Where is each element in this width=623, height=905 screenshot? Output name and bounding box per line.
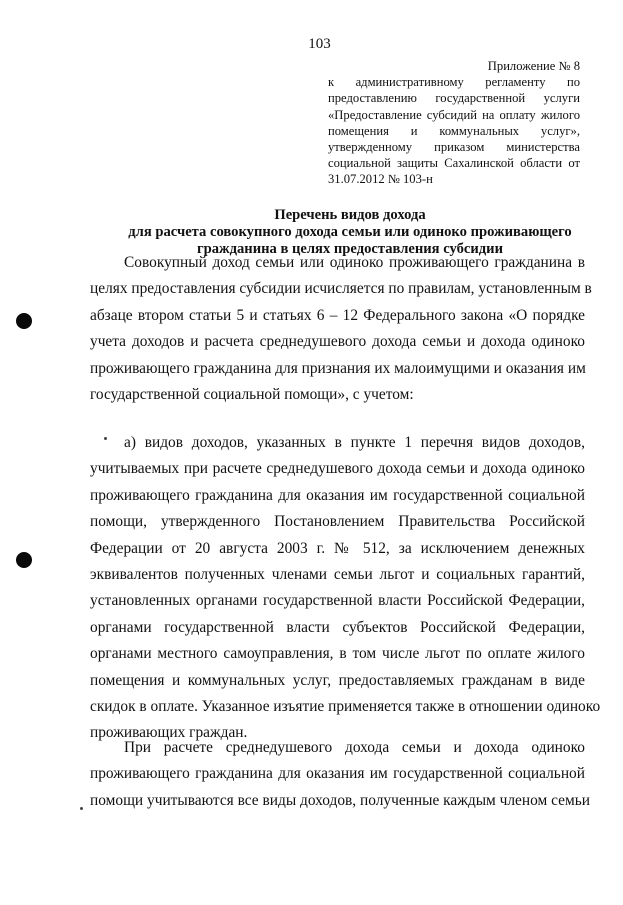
text-line: проживающего гражданина для оказания им государственной социальной — [90, 765, 585, 783]
heading-line: гражданина в целях предоставления субсидии — [196, 241, 503, 257]
page-number: 103 — [308, 36, 331, 52]
annex-block — [328, 58, 580, 188]
annex-line: утвержденному приказом министерства — [328, 140, 580, 155]
annex-line: 31.07.2012 № 103-н — [328, 172, 433, 187]
text-line: скидок в оплате. Указанное изъятие применяется также в отношении одиноко — [90, 697, 601, 715]
text-line: проживающих граждан. — [90, 724, 248, 742]
text-line: эквивалентов полученных членами семьи льгот и социальных гарантий, — [90, 565, 585, 583]
text-line: учета доходов и расчета среднедушевого дохода семьи и дохода одиноко — [90, 333, 585, 351]
annex-line: предоставлению государственной услуги — [328, 91, 580, 106]
punch-hole — [16, 313, 32, 329]
text-line: помещения и коммунальных услуг, предоставляемых гражданам в виде — [90, 671, 585, 689]
text-line: целях предоставления субсидии исчисляется по правилам, установленным в — [90, 280, 592, 298]
scan-speck — [80, 807, 83, 810]
text-line: При расчете среднедушевого дохода семьи и дохода одиноко — [124, 739, 585, 756]
annex-line: «Предоставление субсидий на оплату жилого — [328, 107, 580, 122]
text-line: Совокупный доход семьи или одиноко проживающего гражданина в — [124, 254, 585, 271]
text-line: помощи, утвержденного Постановлением Правительства Российской — [90, 513, 585, 531]
text-line: Федерации от 20 августа 2003 г. № 512, за исключением денежных — [90, 539, 585, 557]
paragraph-intro — [90, 250, 592, 408]
heading-line: Перечень видов дохода — [274, 207, 426, 223]
scan-speck — [104, 437, 107, 440]
text-line: абзаце втором статьи 5 и статьях 6 – 12 Федерального закона «О порядке — [90, 306, 585, 324]
text-line: государственной социальной помощи», с учетом: — [90, 385, 414, 403]
text-line: помощи учитываются все виды доходов, полученные каждым членом семьи — [90, 791, 590, 809]
annex-title: Приложение № 8 — [487, 59, 580, 73]
text-line: органами местного самоуправления, в том числе льгот по оплате жилого — [90, 645, 585, 663]
annex-line: социальной защиты Сахалинской области от — [328, 156, 580, 171]
text-line: а) видов доходов, указанных в пункте 1 перечня видов доходов, — [124, 434, 585, 451]
heading-line: для расчета совокупного дохода семьи или одиноко проживающего — [128, 224, 572, 240]
text-line: органами государственной власти субъектов Российской Федерации, — [90, 618, 585, 636]
text-line: учитываемых при расчете среднедушевого дохода семьи и дохода одиноко — [90, 460, 585, 478]
paragraph-calculation — [90, 735, 590, 814]
text-line: проживающего гражданина для признания их малоимущими и оказания им — [90, 359, 586, 377]
paragraph-item-a — [90, 430, 601, 747]
punch-hole — [16, 552, 32, 568]
annex-line: к административному регламенту по — [328, 75, 580, 90]
text-line: проживающего гражданина для оказания им государственной социальной — [90, 486, 585, 504]
text-line: установленных органами государственной власти Российской Федерации, — [90, 592, 585, 610]
annex-line: помещения и коммунальных услуг», — [328, 123, 580, 138]
